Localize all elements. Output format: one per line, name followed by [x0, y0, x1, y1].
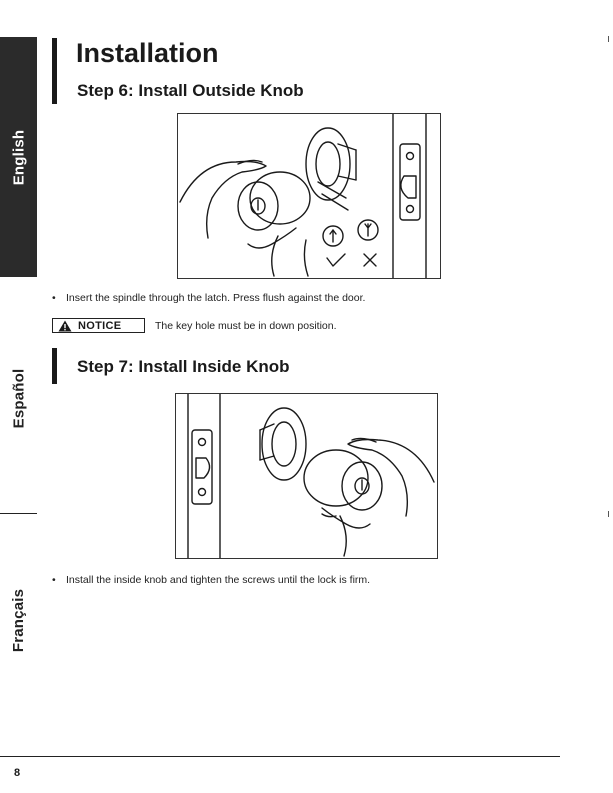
step-7-instruction: • Install the inside knob and tighten the screws until the lock is firm. — [52, 574, 371, 586]
crop-mark — [608, 36, 609, 42]
step-6-title: Step 6: Install Outside Knob — [77, 81, 304, 100]
tab-english-label: English — [10, 129, 28, 185]
cross-icon — [364, 254, 376, 266]
check-icon — [327, 254, 345, 266]
warning-triangle-icon — [58, 320, 72, 332]
inside-knob-drawing — [176, 394, 437, 558]
page-title: Installation — [76, 38, 219, 68]
outside-knob-drawing — [178, 114, 440, 278]
tab-english[interactable] — [0, 37, 37, 277]
tab-francais-label: Français — [10, 588, 27, 652]
footer-rule — [0, 756, 560, 757]
tab-espanol-label: Español — [10, 368, 27, 428]
notice-label: NOTICE — [78, 319, 122, 332]
step-6-instruction: • Insert the spindle through the latch. Press flush against the door. — [52, 292, 366, 304]
page-number: 8 — [14, 767, 21, 779]
notice-badge — [52, 318, 145, 333]
section-bar — [52, 38, 57, 104]
crop-mark — [608, 511, 609, 517]
tab-francais[interactable] — [0, 520, 37, 720]
tab-espanol[interactable] — [0, 283, 37, 514]
step-6-bullet-text: Insert the spindle through the latch. Press flush against the door. — [66, 292, 366, 304]
notice-text: The key hole must be in down position. — [155, 319, 337, 332]
step-7-title: Step 7: Install Inside Knob — [77, 357, 290, 376]
section-bar-step-7 — [52, 348, 57, 384]
notice — [52, 318, 337, 333]
step-7-illustration — [175, 393, 438, 559]
step-6-illustration — [177, 113, 441, 279]
step-7-bullet-text: Install the inside knob and tighten the screws until the lock is firm. — [66, 574, 371, 586]
